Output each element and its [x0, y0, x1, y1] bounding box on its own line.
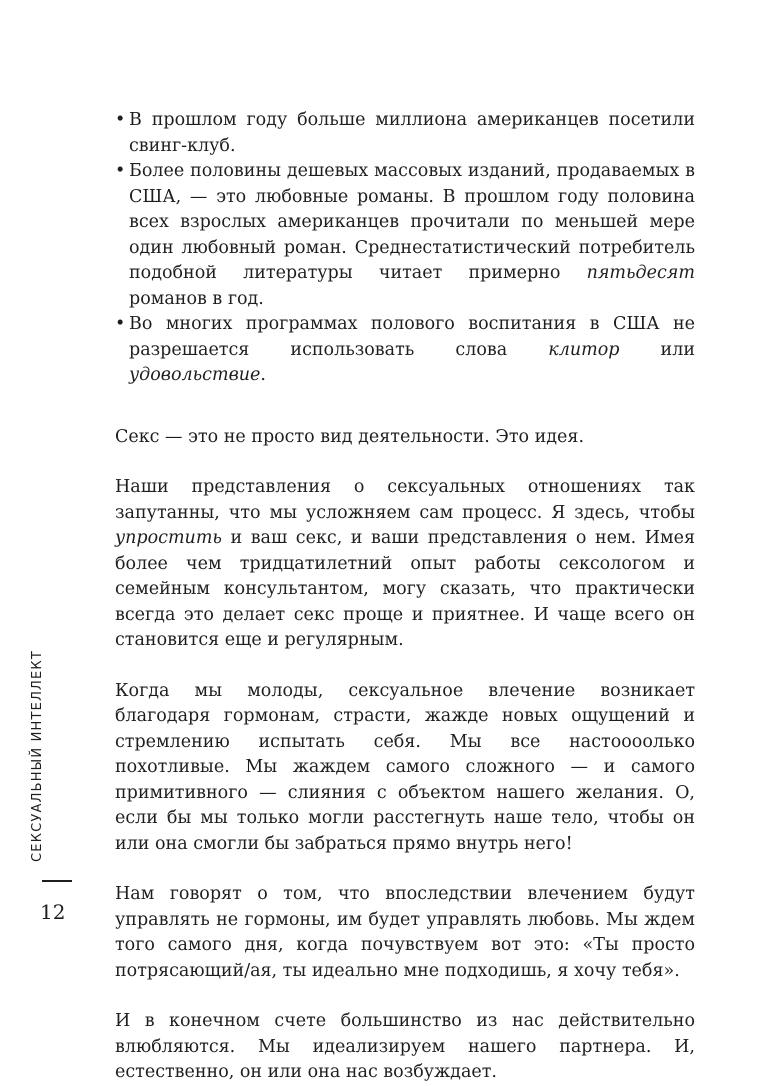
page-body	[115, 108, 695, 1086]
paragraph-3: Когда мы молоды, сексуальное влечение возникает благодаря гормонам, страсти, жажде новых ощущений и стремлению испытать себя. Мы все настоооолько похотливые. Мы жаждем самого сложного — и самого примитивного — слияния с объектом нашего желания. О, если бы мы только могли расстегнуть наше тело, чтобы он или она смогли бы забраться прямо внутрь него!	[115, 680, 695, 854]
bullet-2-text-b: романов в год.	[129, 288, 264, 309]
running-head: СЕКСУАЛЬНЫЙ ИНТЕЛЛЕКТ	[30, 650, 45, 862]
bullet-2-emphasis: пятьдесят	[586, 263, 695, 283]
bullet-item-2	[115, 159, 695, 312]
bullet-item-3	[115, 312, 695, 389]
running-head-rule	[42, 880, 72, 882]
bullet-3-text-b: .	[260, 365, 266, 385]
paragraph-2-text-a: Наши представления о сексуальных отношениях так запутанны, что мы усложняем сам процесс. Я здесь, чтобы	[115, 477, 695, 523]
page-number: 12	[40, 900, 66, 924]
bullet-3-emphasis-1: клитор	[548, 339, 620, 360]
bullet-2-text-a: Более половины дешевых массовых изданий, продаваемых в США, — это любовные романы. В прошлом году половина всех взрослых американцев прочитали по меньшей мере один любовный роман. Среднестатистический потребитель подобной литературы читает примерно	[129, 161, 695, 283]
bullet-1-text: В прошлом году больше миллиона американцев посетили свинг-клуб.	[129, 110, 695, 156]
paragraph-4: Нам говорят о том, что впоследствии влечением будут управлять не гормоны, им будет управлять любовь. Мы ждем того самого дня, когда почувствуем вот это: «Ты просто потрясающий/ая, ты идеально мне подходишь, я хочу тебя».	[115, 884, 695, 981]
bullet-3-text-mid: или	[619, 339, 695, 360]
paragraph-2	[115, 475, 695, 654]
bullet-3-text-a: Во многих программах полового воспитания в США не разрешается использовать слова	[129, 314, 695, 360]
paragraph-5: И в конечном счете большинство из нас действительно влюбляются. Мы идеализируем нашего партнера. И, естественно, он или она нас возбуждает.	[115, 1011, 695, 1082]
bullet-3-emphasis-2: удовольствие	[129, 365, 261, 385]
bullet-list	[115, 108, 695, 389]
paragraph-2-emphasis: упростить	[115, 528, 222, 548]
bullet-item-1	[115, 108, 695, 159]
paragraph-1: Секс — это не просто вид деятельности. Это идея.	[115, 426, 585, 447]
paragraph-2-text-b: и ваш секс, и ваши представления о нем. Имея более чем тридцатилетний опыт работы сексологом и семейным консультантом, могу сказать, что практически всегда это делает секс проще и приятнее. И чаще всего он становится еще и регулярным.	[115, 528, 695, 650]
